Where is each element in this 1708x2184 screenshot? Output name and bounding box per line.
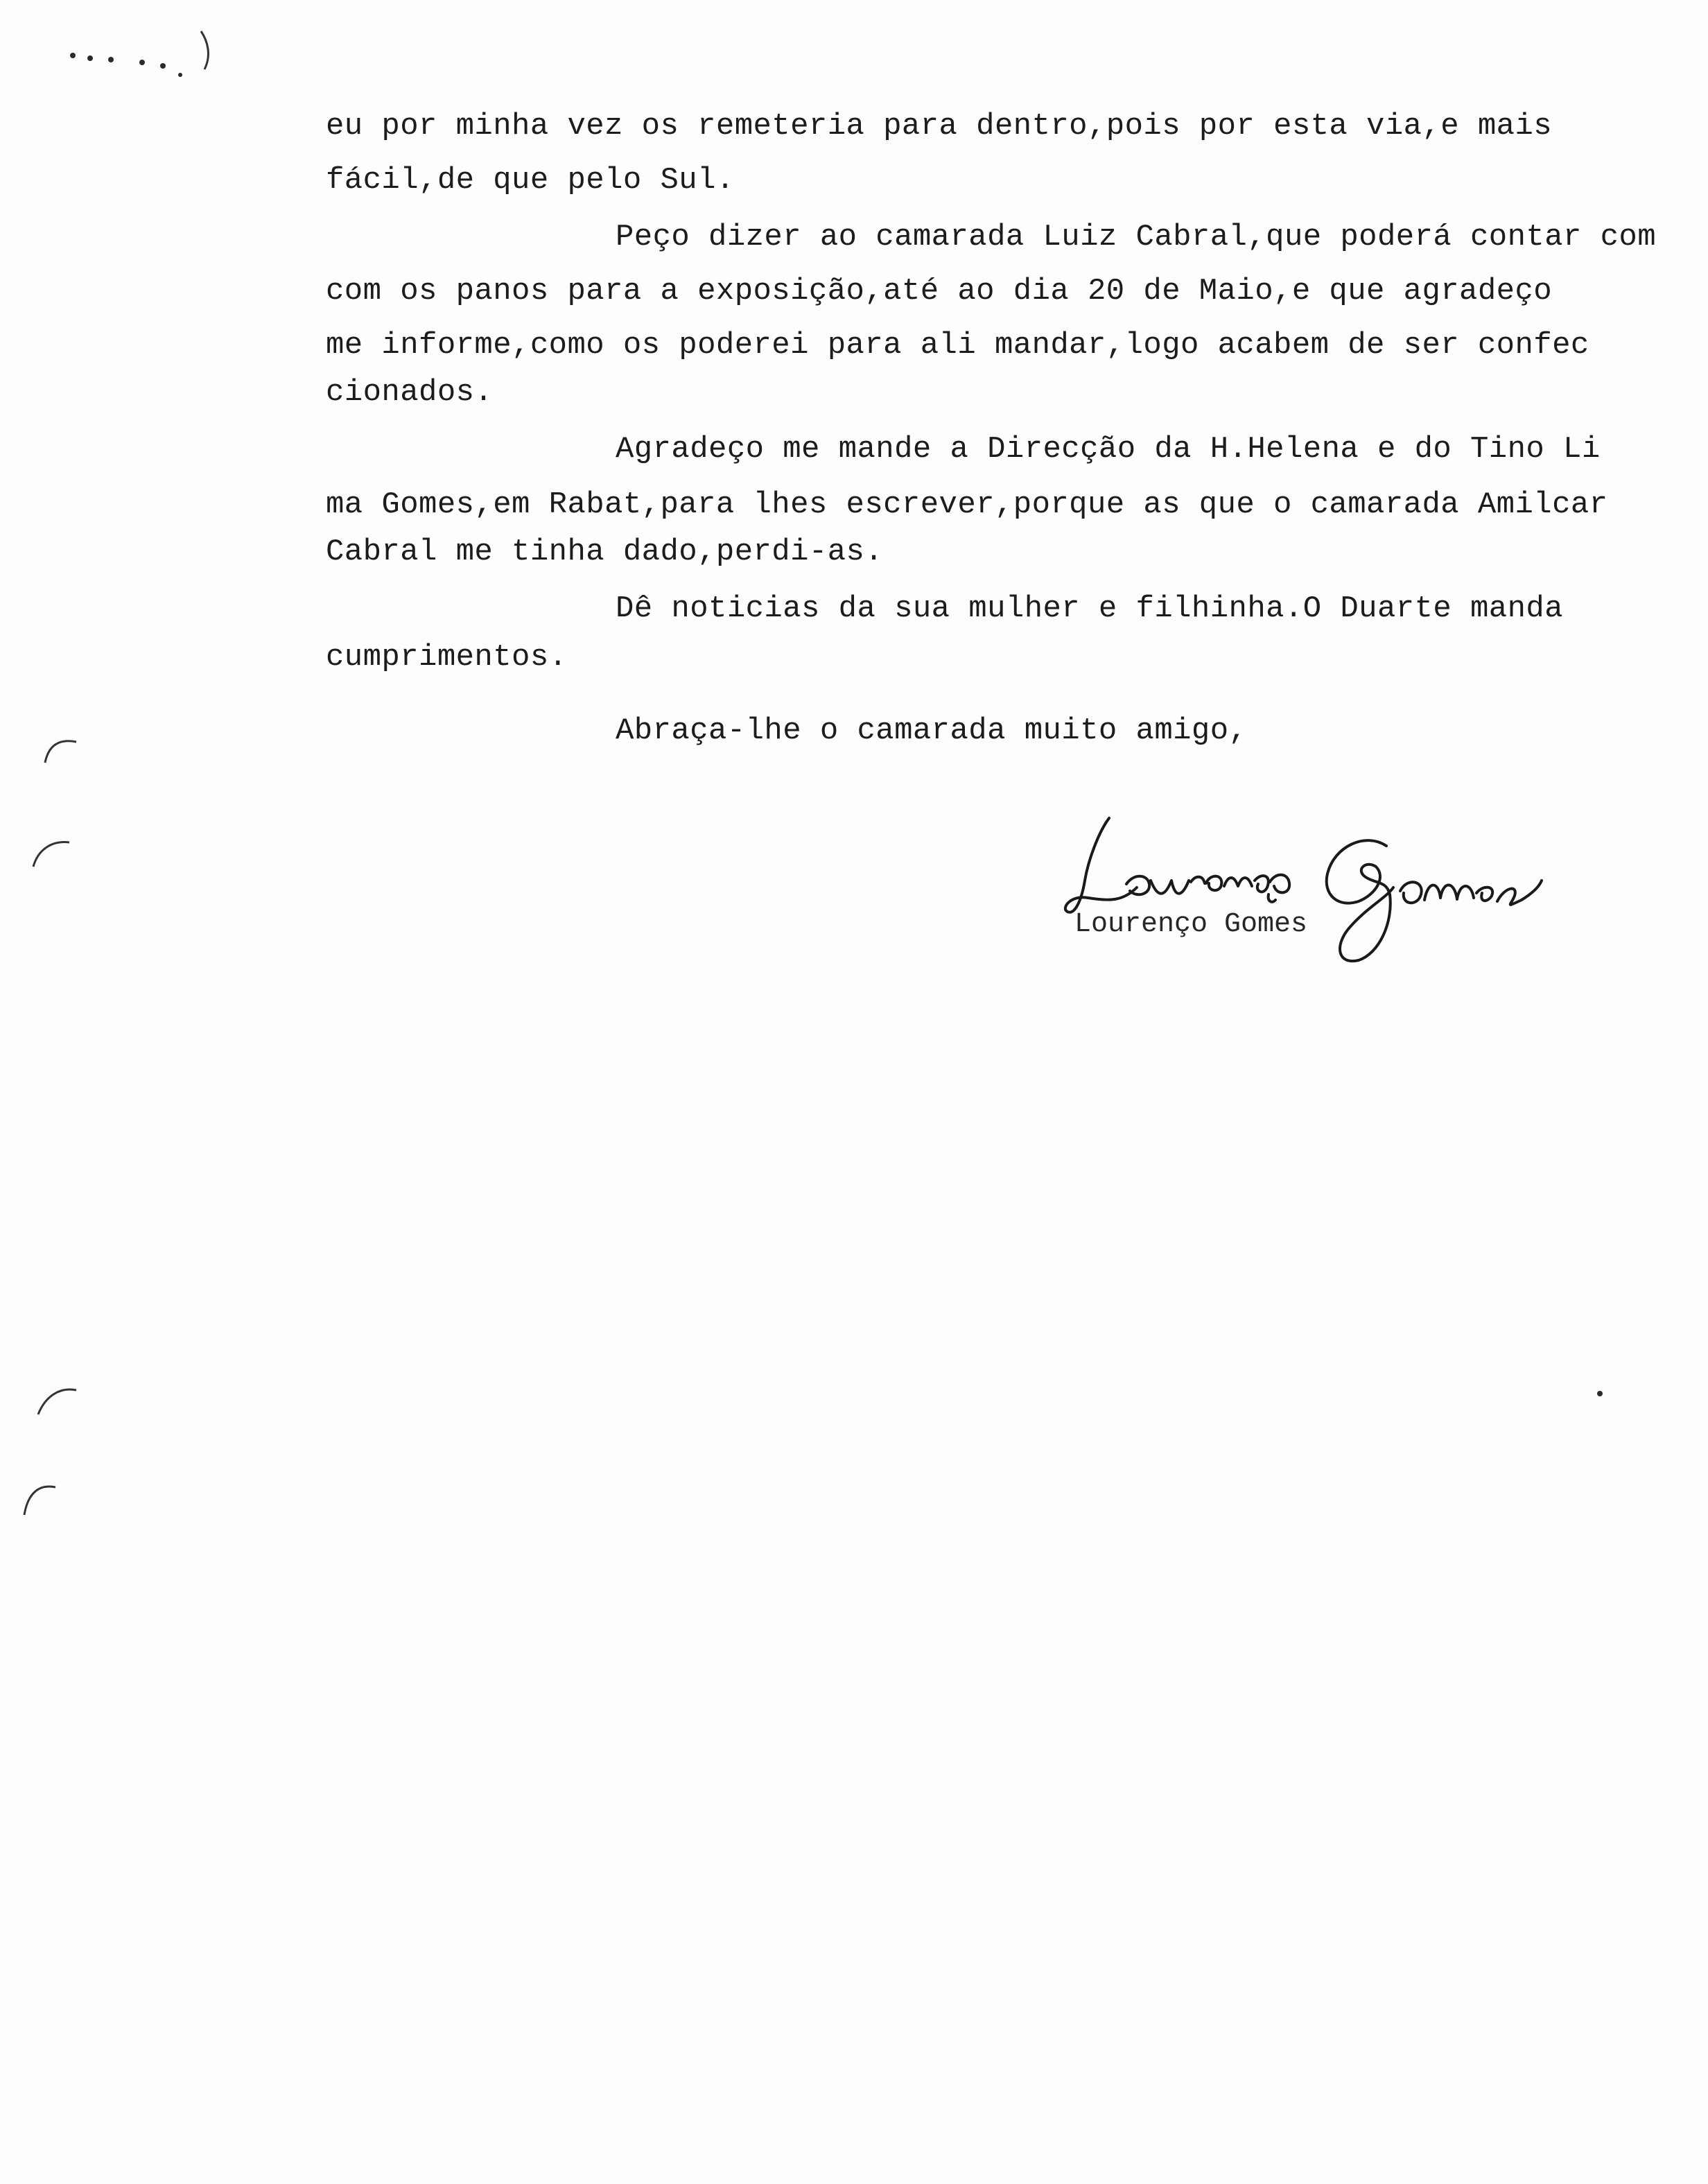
letter-line-4: com os panos para a exposição,até ao dia 20 de Maio,e que agradeço	[326, 274, 1553, 309]
handwritten-signature	[1061, 811, 1546, 971]
letter-line-2: fácil,de que pelo Sul.	[326, 163, 735, 198]
letter-line-11: cumprimentos.	[326, 640, 568, 675]
typed-signature: Lourenço Gomes	[1074, 909, 1308, 940]
closing-line: Abraça-lhe o camarada muito amigo,	[616, 713, 1248, 748]
letter-line-5: me informe,como os poderei para ali mandar,logo acabem de ser confec	[326, 328, 1589, 363]
letter-line-3: Peço dizer ao camarada Luiz Cabral,que poderá contar com	[616, 220, 1657, 254]
letter-line-10: Dê noticias da sua mulher e filhinha.O Duarte manda	[616, 591, 1564, 626]
letter-line-7: Agradeço me mande a Direcção da H.Helena e do Tino Li	[616, 432, 1601, 467]
letter-line-6: cionados.	[326, 375, 494, 410]
letter-line-8: ma Gomes,em Rabat,para lhes escrever,porque as que o camarada Amilcar	[326, 487, 1608, 522]
letter-line-9: Cabral me tinha dado,perdi-as.	[326, 535, 884, 569]
letter-line-1: eu por minha vez os remeteria para dentro,pois por esta via,e mais	[326, 109, 1553, 144]
